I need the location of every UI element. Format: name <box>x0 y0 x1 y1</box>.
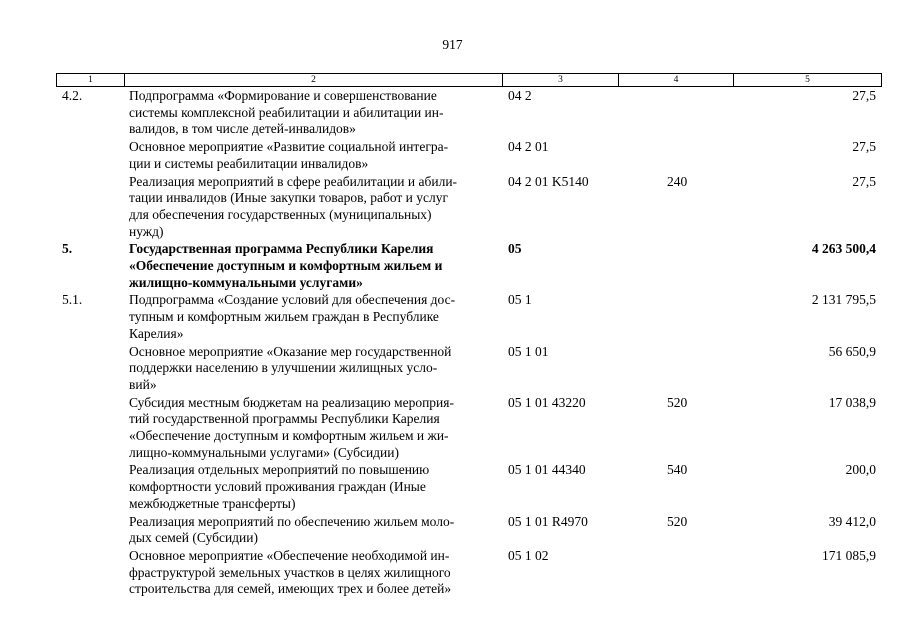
row-expense-type: 520 <box>667 513 688 529</box>
table-body <box>0 88 905 599</box>
table-row <box>0 241 905 291</box>
page-number: 917 <box>442 37 463 52</box>
row-number <box>0 548 129 598</box>
description-line: жилищно-коммунальными услугами» <box>129 274 363 290</box>
description-line: Подпрограмма «Формирование и совершенствование <box>129 88 437 103</box>
row-expense-type: 520 <box>667 394 688 410</box>
row-number: 5.1. <box>62 292 83 308</box>
row-expense-type <box>631 548 693 598</box>
row-number <box>0 344 129 394</box>
description-line: Основное мероприятие «Развитие социальной интегра- <box>129 139 449 155</box>
row-code: 04 2 01 <box>508 139 549 155</box>
description-line: валидов, в том числе детей-инвалидов» <box>129 121 356 137</box>
row-amount: 200,0 <box>845 462 876 478</box>
row-number: 5. <box>62 241 73 257</box>
row-description <box>129 292 494 342</box>
row-expense-type <box>631 241 693 291</box>
row-description <box>129 548 494 598</box>
description-line: Подпрограмма «Создание условий для обеспечения дос- <box>129 292 456 308</box>
table-row <box>0 514 905 547</box>
row-expense-type: 240 <box>667 173 688 189</box>
row-amount: 171 085,9 <box>822 547 876 563</box>
row-description <box>129 395 494 462</box>
description-line: комфортности условий проживания граждан (Иные <box>129 479 426 495</box>
description-line: вий» <box>129 376 157 392</box>
row-amount: 4 263 500,4 <box>811 241 876 257</box>
description-line: Реализация мероприятий в сфере реабилитации и абили- <box>129 173 458 189</box>
row-amount: 2 131 795,5 <box>811 292 876 308</box>
row-number <box>0 139 129 172</box>
description-line: фраструктурой земельных участков в целях жилищного <box>129 564 451 580</box>
row-amount: 56 650,9 <box>828 343 876 359</box>
description-line: межбюджетные трансферты) <box>129 495 296 511</box>
row-amount: 17 038,9 <box>828 394 876 410</box>
row-expense-type <box>631 88 693 138</box>
row-expense-type <box>631 292 693 342</box>
row-number <box>0 174 129 241</box>
description-line: лищно-коммунальными услугами» (Субсидии) <box>129 444 399 460</box>
row-description <box>129 462 494 512</box>
description-line: для обеспечения государственных (муниципальных) <box>129 206 432 222</box>
row-code: 04 2 <box>508 88 532 103</box>
row-amount: 27,5 <box>852 139 876 155</box>
row-number <box>0 462 129 512</box>
row-description <box>129 174 494 241</box>
description-line: Государственная программа Республики Карелия <box>129 241 434 257</box>
table-row <box>0 88 905 138</box>
description-line: «Обеспечение доступным и комфортным жильем и <box>129 258 443 274</box>
description-line: Реализация мероприятий по обеспечению жильем моло- <box>129 513 455 529</box>
column-header-1: 1 <box>88 75 93 85</box>
row-amount: 39 412,0 <box>828 513 876 529</box>
row-description <box>129 344 494 394</box>
row-code: 05 1 01 R4970 <box>508 513 588 529</box>
table-row <box>0 174 905 241</box>
column-header-3: 3 <box>502 74 618 86</box>
description-line: ции и системы реабилитации инвалидов» <box>129 155 369 171</box>
row-code: 05 1 01 44340 <box>508 462 586 478</box>
row-code: 05 1 01 43220 <box>508 394 586 410</box>
table-row <box>0 344 905 394</box>
row-expense-type <box>631 344 693 394</box>
row-amount: 27,5 <box>852 173 876 189</box>
description-line: тупным и комфортным жильем граждан в Республике <box>129 309 439 325</box>
column-header-2: 2 <box>124 74 502 86</box>
description-line: дых семей (Субсидии) <box>129 530 258 546</box>
row-number <box>0 514 129 547</box>
table-row <box>0 292 905 342</box>
row-code: 05 1 02 <box>508 547 549 563</box>
description-line: тий государственной программы Республики Карелия <box>129 411 440 427</box>
description-line: Субсидия местным бюджетам на реализацию мероприя- <box>129 394 454 410</box>
row-description <box>129 241 494 291</box>
row-description <box>129 88 494 138</box>
description-line: тации инвалидов (Иные закупки товаров, работ и услуг <box>129 190 449 206</box>
row-number <box>0 395 129 462</box>
table-row <box>0 462 905 512</box>
column-header-5: 5 <box>733 74 881 86</box>
column-header-4: 4 <box>618 74 733 86</box>
description-line: поддержки населению в улучшении жилищных усло- <box>129 360 438 376</box>
row-number: 4.2. <box>62 88 83 103</box>
row-code: 05 <box>508 241 522 257</box>
row-expense-type <box>631 139 693 172</box>
description-line: Основное мероприятие «Оказание мер государственной <box>129 343 452 359</box>
description-line: Карелия» <box>129 325 184 341</box>
description-line: Основное мероприятие «Обеспечение необходимой ин- <box>129 547 450 563</box>
description-line: нужд) <box>129 223 164 239</box>
row-code: 05 1 01 <box>508 343 549 359</box>
table-header <box>56 73 882 87</box>
row-code: 05 1 <box>508 292 532 308</box>
row-description <box>129 139 494 172</box>
row-description <box>129 514 494 547</box>
table-row <box>0 139 905 172</box>
description-line: строительства для семей, имеющих трех и более детей» <box>129 581 452 597</box>
description-line: «Обеспечение доступным и комфортным жильем и жи- <box>129 428 449 444</box>
row-expense-type: 540 <box>667 462 688 478</box>
row-amount: 27,5 <box>852 88 876 103</box>
description-line: Реализация отдельных мероприятий по повышению <box>129 462 430 478</box>
table-row <box>0 548 905 598</box>
table-row <box>0 395 905 462</box>
row-code: 04 2 01 K5140 <box>508 173 589 189</box>
description-line: системы комплексной реабилитации и абилитации ин- <box>129 104 444 120</box>
